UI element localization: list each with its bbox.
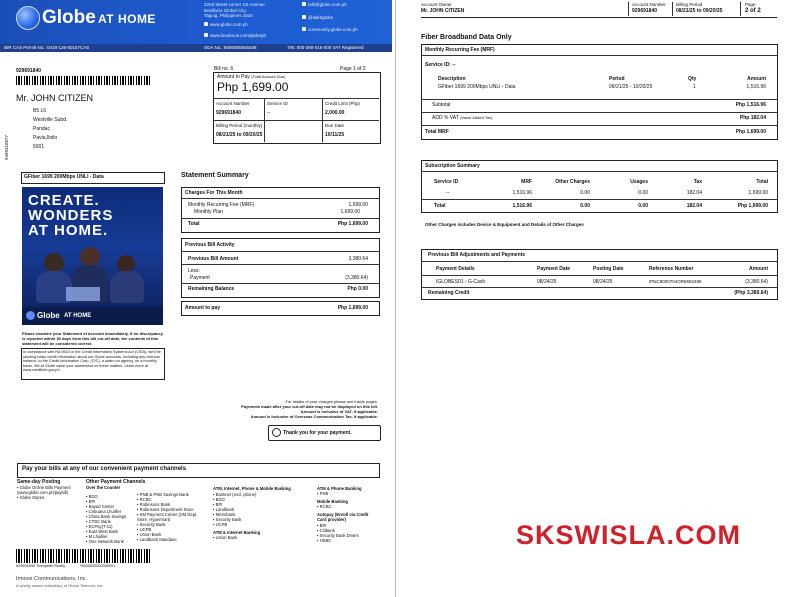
channel-item: ▪ Bayad Center: [86, 504, 115, 509]
channel-name: Union Bank: [215, 535, 238, 540]
channel-name: CTBC Bank: [88, 519, 111, 524]
p2-item-desc: GFiber 1699 200Mbps UNLI - Data: [438, 84, 516, 90]
mrf-label: Monthly Recurring Fee (MRF): [188, 202, 255, 208]
p2-section-title: Fiber Broadband Data Only: [421, 34, 512, 41]
monthly-plan-label: Monthly Plan: [194, 209, 223, 215]
p2-divider: [421, 287, 777, 288]
channel-name: Security Bank: [215, 517, 242, 522]
customer-address-line: Pavia,Iloilo: [33, 135, 58, 141]
smiley-icon: [272, 428, 281, 437]
billing-period-note: (monthly): [243, 123, 263, 128]
contact-community: [302, 27, 358, 33]
p2-account-value: 929691840: [632, 8, 658, 14]
channel-name: Metrobank: [215, 512, 236, 517]
p2-sub-t2: 0.00: [580, 203, 590, 209]
atm-title: ATM, Internet, Phone & Mobile Banking: [213, 486, 291, 491]
billing-period-value: 08/21/25 to 09/20/25: [216, 132, 263, 138]
p2-period-value: 08/21/25 to 09/20/25: [676, 8, 723, 14]
prev-bill-title: Previous Bill Activity: [185, 242, 235, 248]
channel-name: Landbank: [215, 507, 235, 512]
p2-amount-col: Amount: [747, 76, 766, 82]
p2-service-id: Service ID: --: [425, 62, 456, 68]
atm-phone-column: [317, 486, 379, 522]
channel-name: Banknet (excl. phone): [215, 492, 257, 497]
prev-amount-value: 3,380.64: [348, 256, 368, 262]
charges-divider: [181, 198, 379, 199]
channel-item: ▪ Landbank: [213, 507, 235, 512]
bill-header: [0, 0, 392, 44]
channel-name: Security Bank: [139, 522, 166, 527]
p2-owner-label: Account Owner: [421, 2, 452, 7]
payment-value: (3,380.64): [345, 275, 368, 281]
p2-other-charges-note: Other Charges includes Device & Equipment and Details of Other Charges: [425, 222, 584, 227]
p2-remaining-credit-label: Remaining Credit: [428, 290, 470, 296]
other-channels-column: [86, 480, 211, 490]
p2-sub-t1: 1,516.96: [512, 203, 532, 209]
channel-item: ▪ Globe Stores: [17, 495, 45, 500]
channel-item: ▪ CTBC Bank: [86, 519, 111, 524]
channel-item: ▪ Robinsons Department Store: [137, 507, 194, 512]
facebook-link[interactable]: www.facebook.com/globeph: [210, 33, 267, 38]
credit-limit-value: 2,000.00: [325, 110, 345, 116]
channel-item: ▪ Banknet (excl. phone): [213, 492, 257, 497]
channel-name: PNB & PNB Savings Bank: [139, 492, 189, 497]
facebook-icon: [204, 33, 208, 37]
contact-facebook: [204, 33, 266, 39]
address-barcode: [16, 76, 150, 85]
promo-line1: CREATE.: [28, 192, 100, 209]
channel-name: Landbank Mandaue: [139, 537, 177, 542]
amount-box-divider: [213, 98, 379, 99]
otc-list-1: [86, 494, 136, 544]
p2-divider: [421, 125, 777, 126]
monthly-plan-value: 1,699.00: [340, 209, 360, 215]
customer-address-line: B5 L6: [33, 108, 47, 114]
channel-name: Globe Stores: [19, 495, 45, 500]
p2-total-mrf-value: Php 1,699.00: [735, 129, 766, 135]
due-date-value: 10/11/25: [325, 132, 345, 138]
channel-item: ▪ Security Bank Diners: [317, 533, 359, 538]
prev-divider: [181, 264, 379, 265]
autopay-list: [317, 523, 379, 543]
payment-label: Payment: [190, 275, 210, 281]
company-name: Innove Communications, Inc.: [16, 576, 87, 582]
p2-vat-note: (Value Added Tax): [460, 115, 493, 120]
p2-sub-h1: MRF: [521, 179, 532, 185]
p2-adj-r1: 08/24/25: [537, 279, 557, 285]
p2-divider: [421, 55, 777, 56]
payment-channels-title: Pay your bills at any of our convenient payment channels: [22, 466, 187, 472]
p2-item-qty: 1: [693, 84, 696, 90]
promo-brand-suffix: AT HOME: [64, 313, 92, 319]
p2-total-mrf-label: Total MRF: [425, 129, 449, 135]
soa-number: SOA No.: 8000000846408: [204, 45, 257, 50]
details-line: Amount is inclusive of Overseas Communication Tax, if applicable.: [250, 414, 378, 419]
p2-desc-col: Description: [438, 76, 466, 82]
channel-item: ▪ UCPB: [213, 522, 228, 527]
channel-item: ▪ RCBC: [137, 497, 152, 502]
p2-divider: [421, 171, 777, 172]
plan-label: GFiber 1699 200Mbps UNLI - Data: [24, 174, 104, 180]
channel-name: BPI: [319, 523, 327, 528]
p2-vat-label: [432, 115, 492, 121]
email-link[interactable]: talk@globe.com.ph: [308, 2, 347, 7]
p2-adj-h4: Amount: [749, 266, 768, 272]
channel-item: ▪ Cebuana Lhuillier: [86, 509, 122, 514]
email-icon: [302, 2, 306, 6]
side-code: 9499416877: [4, 134, 9, 160]
amount-to-pay-row-label: Amount to pay: [185, 305, 220, 311]
channel-name: BPI: [215, 502, 223, 507]
p2-sub-t3: 0.00: [638, 203, 648, 209]
account-number-label: Account Number: [216, 101, 250, 106]
prev-bill-divider: [181, 251, 379, 252]
brand-name: Globe: [42, 7, 96, 28]
address-line: Taguig, Philippines 1634: [204, 13, 253, 18]
details-line: For details of your charges please see inside pages.: [285, 399, 378, 404]
thank-you-text: Thank you for your payment.: [283, 430, 352, 436]
p2-sub-r5: 1,699.00: [748, 190, 768, 196]
twitter-icon: [302, 15, 306, 19]
details-line: Payments made after your cut-off date may not be displayed on this bill.: [241, 404, 378, 409]
channel-item: ▪ RCBC: [317, 504, 332, 509]
channel-item: ▪ East West Bank: [86, 529, 119, 534]
channel-name: BDO: [215, 497, 225, 502]
channel-name: One Network Bank: [88, 539, 124, 544]
account-number-value: 929691840: [216, 110, 242, 116]
prev-amount-label: Previous Bill Amount: [188, 256, 239, 262]
details-line: Amount is inclusive of VAT, if applicable.: [300, 409, 378, 414]
credit-limit-label: Credit Limit (Php): [325, 101, 361, 106]
p2-vat-value: Php 182.04: [739, 115, 766, 121]
due-date-label: Due Date: [325, 123, 345, 128]
channel-name: Robinsons Bank: [139, 502, 171, 507]
page-indicator: Page 1 of 2: [340, 66, 366, 72]
customer-address-line: Pandac: [33, 126, 50, 132]
p2-period-col: Period: [609, 76, 625, 82]
billing-period-label: [216, 123, 262, 129]
channel-item: ▪ Landbank Mandaue: [137, 537, 177, 542]
tin-number: TIN: 000-390-016-000 VAT Registered: [287, 45, 364, 50]
p2-adj-r4: (3,380.64): [745, 279, 768, 285]
channel-item: ▪ Security Bank: [137, 522, 166, 527]
watermark-text: SKSWISLA.COM: [516, 520, 741, 550]
examine-notice: Please examine your Statement of Account immediately. If no discrepancy is reported within 30 days from this bill cut-off date, the contents of this statement will be considered correct.: [22, 331, 163, 346]
promo-image: [22, 187, 163, 325]
contact-twitter: [302, 15, 333, 21]
page-divider: [395, 0, 396, 597]
promo-line2: WONDERS: [28, 207, 114, 224]
company-sub: A wholly owned subsidiary of Globe Telecom, Inc.: [16, 583, 104, 588]
p2-adj-r0: IGLOBES01 - G-Cash: [436, 279, 486, 285]
p2-divider: [421, 261, 777, 262]
channel-item: ▪ Robinsons Bank: [137, 502, 171, 507]
customer-name: Mr. JOHN CITIZEN: [16, 93, 93, 103]
atm-column: [213, 486, 313, 491]
channel-item: ▪ PNB & PNB Savings Bank: [137, 492, 189, 497]
channel-item: ▪ Union Bank: [137, 532, 162, 537]
channel-item: ▪ BDO: [213, 497, 225, 502]
otc-list-2: [137, 492, 207, 542]
company-address: [204, 2, 288, 19]
p2-sub-h3: Usages: [630, 179, 648, 185]
channel-name: East West Bank: [88, 529, 119, 534]
promo-line3: AT HOME.: [28, 222, 109, 239]
less-label: Less:: [188, 268, 200, 274]
globe-logo-icon: [16, 6, 40, 30]
p2-page-label: Page: [745, 2, 756, 7]
channel-name: UCPB: [139, 527, 152, 532]
p2-subtotal-value: Php 1,516.96: [735, 102, 766, 108]
p2-sub-h5: Total: [756, 179, 768, 185]
channel-name: Security Bank Diners: [319, 533, 359, 538]
channel-item: ▪ UCPB: [137, 527, 152, 532]
bill-number: Bill no. 6: [214, 66, 234, 72]
contact-website: [204, 22, 248, 28]
statement-summary-title: Statement Summary: [181, 172, 249, 179]
p2-owner-value: Mr. JOHN CITIZEN: [421, 8, 465, 14]
p2-qty-col: Qty: [688, 76, 697, 82]
p2-divider: [421, 99, 777, 100]
p2-vline: [672, 2, 673, 16]
channel-name: China Bank Savings: [88, 514, 127, 519]
web-icon: [204, 22, 208, 26]
channel-name: BDO: [88, 494, 98, 499]
same-day-title: Same-day Posting: [17, 479, 61, 485]
amount-to-pay-row-value: Php 1,699.00: [337, 305, 368, 311]
mobile-title: Mobile Banking: [317, 499, 348, 504]
p2-item-amount: 1,516.96: [746, 84, 766, 90]
channel-name: Robinsons Department Store: [139, 507, 194, 512]
channel-name: M Lhuillier: [88, 534, 108, 539]
channel-item: ▪ BDO: [86, 494, 98, 499]
p2-sub-t4: 182.04: [686, 203, 702, 209]
channel-item: ▪ Citibank: [317, 528, 335, 533]
channel-item: ▪ Metrobank: [213, 512, 236, 517]
p2-account-label: Account Number: [632, 2, 666, 7]
barcode-caption-right: *8000000000000001: [80, 564, 116, 568]
community-icon: [302, 27, 306, 31]
channel-item: ▪ BPI: [317, 523, 327, 528]
p2-divider: [421, 199, 777, 200]
p2-item-period: 09/21/25 - 10/20/25: [609, 84, 653, 90]
channel-name: Cebuana Lhuillier: [88, 509, 122, 514]
compliance-text: In compliance with RA 9510 or the Credit Information Systems Act (CISA), we'll be sending basic credit information about our Globe accounts, including any overdue balance, to the Credit Information Corp. (CIC), a state-run agency, on a monthly basis. We at Globe value your awareness on these matters. Learn more at www.creditinfo.gov.ph.: [23, 350, 161, 372]
p2-adj-r2: 08/24/25: [593, 279, 613, 285]
p2-divider: [421, 112, 777, 113]
atm-internet-title: ATM & Internet Banking: [213, 530, 261, 535]
channel-item: ▪ ECPay(7-11): [86, 524, 113, 529]
p2-adj-h2: Posting Date: [593, 266, 624, 272]
p2-sub-r4: 182.04: [686, 190, 702, 196]
mrf-value: 1,699.00: [348, 202, 368, 208]
account-number-top: 929691840: [16, 68, 42, 74]
service-id-value: --: [267, 110, 271, 116]
channel-item: ▪ Security Bank: [213, 517, 242, 522]
channel-item: ▪ PNB: [317, 491, 329, 496]
channel-name: RCBC: [319, 504, 332, 509]
channel-name: Globe Online Bills Payment (www.globe.com.ph/paybill): [17, 485, 71, 495]
billing-period-caption: Billing Period: [216, 123, 243, 128]
channel-item: ▪ One Network Bank: [86, 539, 124, 544]
family-figure: [44, 253, 64, 273]
amount-note: (Total Amount Due): [251, 74, 286, 79]
charges-total-value: Php 1,699.00: [337, 221, 368, 227]
otc-title: Over the Counter: [86, 485, 121, 490]
p2-page-value: 2 of 2: [745, 8, 761, 14]
vline-service: [322, 98, 323, 120]
channel-name: ECPay(7-11): [88, 524, 113, 529]
p2-sub-h0: Service ID: [434, 179, 459, 185]
autopay-title: Autopay (Enroll via Credit Card provider): [317, 512, 369, 522]
channel-item: ▪ SM Payment Center (SM Dept. Store, Hypermart): [137, 512, 198, 522]
vline-due: [322, 120, 323, 142]
channel-name: BPI: [88, 499, 96, 504]
p2-vline: [740, 2, 741, 16]
community-link[interactable]: community.globe.com.ph: [308, 27, 358, 32]
bir-strip: [0, 44, 392, 52]
p2-remaining-credit-value: (Php 3,380.64): [734, 290, 768, 296]
channel-name: UCPB: [215, 522, 228, 527]
same-day-column: [17, 480, 79, 500]
channel-name: PNB: [319, 491, 329, 496]
p2-sub-h2: Other Charges: [555, 179, 590, 185]
channel-item: ▪ BPI: [213, 502, 223, 507]
channel-name: HSBC: [319, 538, 332, 543]
contact-email: [302, 2, 347, 8]
channel-name: SM Payment Center (SM Dept. Store, Hypermart): [137, 512, 198, 522]
website-link[interactable]: www.globe.com.ph: [210, 22, 248, 27]
family-figure: [110, 271, 144, 303]
channel-item: ▪ BPI: [86, 499, 96, 504]
p2-adj-title: Previous Bill Adjustments and Payments: [428, 252, 526, 258]
p2-vline: [628, 2, 629, 16]
charges-total-label: Total: [188, 221, 200, 227]
promo-brand: Globe: [37, 311, 60, 320]
channel-item: ▪ Globe Online Bills Payment (www.globe.com.ph/paybill): [17, 485, 71, 495]
p2-sub-t0: Total: [434, 203, 446, 209]
p2-adj-r3: IPNC8000704OR5692498: [649, 279, 702, 284]
p2-period-label: Billing Period: [676, 2, 703, 7]
p2-adj-h3: Reference Number: [649, 266, 694, 272]
brand-suffix: AT HOME: [98, 12, 156, 26]
p2-adj-h1: Payment Date: [537, 266, 571, 272]
barcode-caption-left: 929691840 Trompeter?Notify: [16, 564, 66, 568]
atm-list: [213, 492, 293, 527]
customer-address-line: 5001: [33, 144, 45, 150]
channel-item: ▪ China Bank Savings: [86, 514, 127, 519]
service-id-label: Service ID: [267, 101, 288, 106]
p2-sub-r0: --: [446, 190, 450, 196]
channel-item: ▪ M Lhuillier: [86, 534, 108, 539]
p2-adj-h0: Payment Details: [436, 266, 475, 272]
channel-name: RCBC: [139, 497, 152, 502]
p2-vat-caption: ADD % VAT: [432, 115, 459, 121]
p2-header-rule: [421, 17, 777, 18]
amount-box-divider: [213, 120, 379, 121]
atm-phone-title: ATM & Phone Banking: [317, 486, 362, 491]
promo-globe-icon: [26, 311, 35, 320]
charges-total-divider: [181, 218, 379, 219]
atm-internet-column: [213, 530, 293, 540]
amount-label: Amount to Pay: [217, 74, 250, 80]
channel-name: Citibank: [319, 528, 335, 533]
family-figure: [80, 247, 100, 267]
laptop-shape: [66, 287, 100, 301]
footer-barcode: [16, 549, 151, 563]
p2-sub-t5: Php 1,699.00: [737, 203, 768, 209]
details-notes: [180, 399, 378, 419]
customer-address-line: Westville Subd.: [33, 117, 68, 123]
address-line: Bonifacio Global City,: [204, 7, 247, 13]
remaining-balance-value: Php 0.00: [347, 286, 368, 292]
channel-name: Bayad Center: [88, 504, 115, 509]
p2-divider: [421, 275, 777, 276]
other-title: Other Payment Channels: [86, 479, 146, 485]
address-line: 22nd Street corner 1st Avenue: [204, 2, 265, 7]
channel-item: ▪ HSBC: [317, 538, 332, 543]
p2-subtotal-label: Subtotal: [432, 102, 451, 108]
customer-address: [33, 108, 67, 150]
p2-sub-r1: 1,516.96: [512, 190, 532, 196]
prev-divider: [181, 283, 379, 284]
bir-permit: BIR CAS Permit No.: 0418-126-00167CAS: [4, 45, 90, 50]
twitter-link[interactable]: @talk2globe: [308, 15, 334, 20]
p2-sub-r2: 0.00: [580, 190, 590, 196]
channel-name: Union Bank: [139, 532, 162, 537]
p2-sub-summary-title: Subscription Summary: [425, 163, 480, 169]
remaining-balance-label: Remaining Balance: [188, 286, 235, 292]
p2-sub-r3: 0.00: [638, 190, 648, 196]
p2-sub-h4: Tax: [693, 179, 702, 185]
channel-item: ▪ Union Bank: [213, 535, 238, 540]
amount-to-pay-value: Php 1,699.00: [217, 80, 289, 94]
p2-mrf-title: Monthly Recurring Fee (MRF): [425, 47, 495, 53]
charges-title: Charges For This Month: [185, 190, 243, 196]
